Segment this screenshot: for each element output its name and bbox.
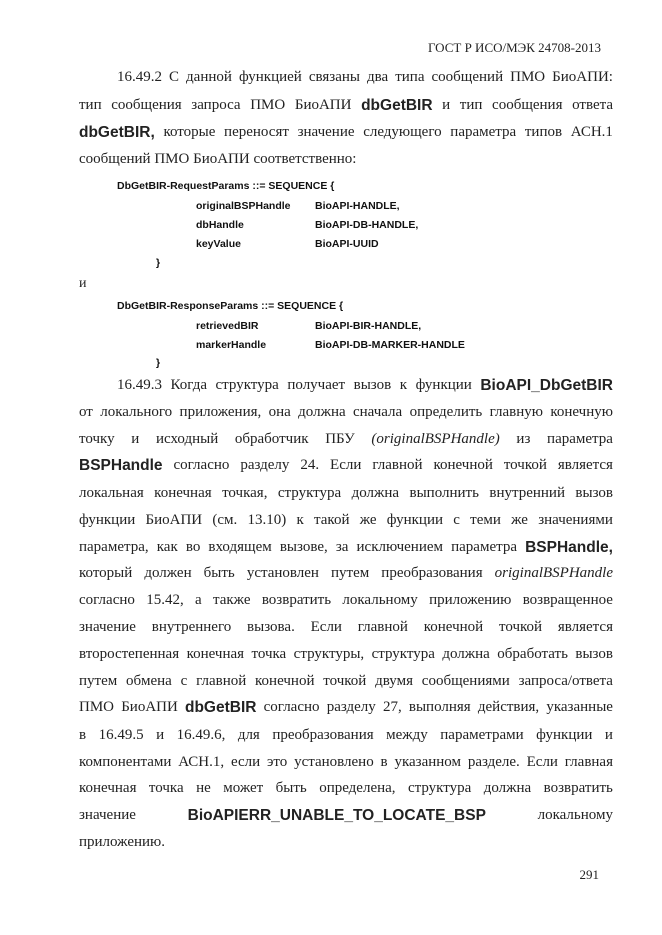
- para2-line17: значение BioAPIERR_UNABLE_TO_LOCATE_BSP локальному: [79, 807, 613, 824]
- code2-header: DbGetBIR-ResponseParams ::= SEQUENCE {: [117, 300, 344, 312]
- conjunction: и: [79, 276, 87, 291]
- para2-line3: точку и исходный обработчик ПБУ (originalBSPHandle) из параметра: [79, 431, 613, 447]
- para2-line6: функции БиоАПИ (см. 13.10) к такой же функции с теми же значениями: [79, 512, 613, 528]
- code1-close: }: [156, 257, 161, 269]
- para2-line10: значение внутреннего вызова. Если главной конечной точкой является: [79, 619, 613, 635]
- code2-field-name: retrievedBIR: [196, 320, 259, 332]
- code1-field-name: originalBSPHandle: [196, 200, 291, 212]
- code2-field-name: markerHandle: [196, 339, 267, 351]
- para2-line9: согласно 15.42, а также возвратить локальному приложению возвращенное: [79, 592, 613, 608]
- page-number: 291: [579, 867, 599, 882]
- para2-line4: BSPHandle согласно разделу 24. Если главной конечной точкой является: [79, 457, 613, 474]
- running-header: ГОСТ Р ИСО/МЭК 24708-2013: [427, 40, 601, 55]
- code1-field-name: keyValue: [196, 238, 241, 250]
- para2-line14: в 16.49.5 и 16.49.6, для преобразования между параметрами функции и: [79, 727, 613, 743]
- code1-field-type: BioAPI-DB-HANDLE,: [315, 219, 419, 231]
- para1-line4: сообщений ПМО БиоАПИ соответственно:: [79, 151, 357, 167]
- code2-field-type: BioAPI-BIR-HANDLE,: [315, 320, 422, 332]
- para2-line12: путем обмена с главной конечной точкой двумя сообщениями запроса/ответа: [79, 673, 613, 689]
- code1-field-type: BioAPI-UUID: [315, 238, 379, 250]
- para2-line5: локальная конечная точкая, структура должна выполнить внутренний вызов: [79, 485, 613, 501]
- code1-field-type: BioAPI-HANDLE,: [315, 200, 400, 212]
- para2-line1: 16.49.3 Когда структура получает вызов к функции BioAPI_DbGetBIR: [117, 377, 613, 394]
- para2-line8: который должен быть установлен путем преобразования originalBSPHandle: [79, 565, 613, 581]
- para2-line13: ПМО БиоАПИ dbGetBIR согласно разделу 27, выполняя действия, указанные: [79, 699, 613, 716]
- para1-line2: тип сообщения запроса ПМО БиоАПИ dbGetBIR и тип сообщения ответа: [79, 97, 613, 114]
- code1-field-name: dbHandle: [196, 219, 244, 231]
- para1-line1: 16.49.2 С данной функцией связаны два типа сообщений ПМО БиоАПИ:: [117, 69, 613, 85]
- para2-line2: от локального приложения, она должна сначала определить главную конечную: [79, 404, 613, 420]
- code1-header: DbGetBIR-RequestParams ::= SEQUENCE {: [117, 180, 335, 192]
- para2-line11: второстепенная конечная точка структуры, структура должна обработать вызов: [79, 646, 613, 662]
- code2-close: }: [156, 357, 161, 369]
- para2-line15: компонентами АСН.1, если это установлено в указанном разделе. Если главная: [79, 754, 613, 770]
- para1-line3: dbGetBIR, которые переносят значение следующего параметра типов АСН.1: [79, 124, 613, 141]
- para2-line18: приложению.: [79, 834, 166, 850]
- para2-line7: параметра, как во входящем вызове, за исключением параметра BSPHandle,: [79, 539, 613, 556]
- code2-field-type: BioAPI-DB-MARKER-HANDLE: [315, 339, 465, 351]
- para2-line16: конечная точка не может быть определена, структура должна возвратить: [79, 780, 613, 796]
